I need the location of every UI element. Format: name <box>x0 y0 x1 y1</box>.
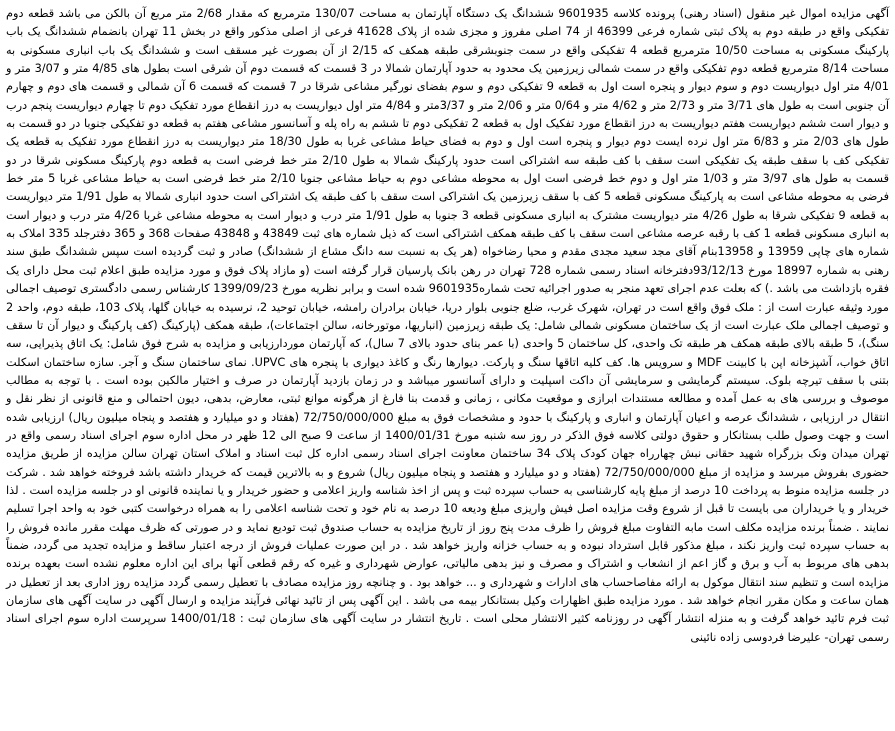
auction-notice-text: آگهی مزایده اموال غیر منقول (اسناد رهنی) پرونده کلاسه 9601935 ششدانگ یک دستگاه آپارتمان به مساحت 130/07 مترمربع که مقدار 2/68 متر مربع آن بالکن می باشد قطعه دوم تفکیکی واقع در طبقه دوم به پلاک ثبتی شماره فرعی 46399 از 74 اصلی مفروز و مجزی شده از پلاک 41628 فرعی از اصلی مذکور واقع در بخش 11 تهران بانضمام ششدانگ یک باب پارکینگ مسکونی به مساحت 10/50 مترمربع قطعه 4 تفکیکی واقع در سمت جنوبشرقی طبقه همکف که 2/15 از آن بصورت غیر مسقف است و ششدانگ یک باب انباری مسکونی به مساحت 8/14 مترمربع قطعه دوم تفکیکی واقع در سمت شمالی زیرزمین یک محدود به حدود آپارتمان شمالا در 3 قسمت که قسمت دوم آن شرقی است بطول های 4/85 متر و 3/07 متر و 4/01 متر اول دیواریست دوم و سوم دیوار و پنجره است اول به قطعه 9 تفکیکی دوم و سوم بفضای نورگیر مشاعی شرقا در 7 قسمت که قسمت 6 آن شمالی و قسمت های دوم و چهارم آن جنوبی است به طول های 3/71 متر و 2/73 متر و 4/62 متر و 0/64 متر و 2/06 متر و 3/37متر و 4/84 متر اول دیواریست به درز انقطاع مورد تفکیک دوم تا چهارم دیواریست پنجم درب و دیوار است ششم دیواریست هفتم دیواریست به درز انقطاع مورد تفکیک اول به قطعه 2 تفکیکی دوم تا ششم به راه پله و آسانسور مشاعی هفتم به قطعه دو تفکیکی جنوبا در دو قسمت به طول های 2/03 متر و 6/83 متر اول نرده ایست دوم دیوار و پنجره است اول و دوم به فضای حیاط مشاعی غربا به طول 18/30 متر دیواریست به درز انقطاع مورد تفکیک به قطعه یک تفکیکی کف با سقف طبقه یک تفکیکی است سقف با کف طبقه سه اشتراکی است حدود پارکینگ شمالا به طول 2/10 متر خط فرضی است به قطعه دوم پارکینگ مسکونی شرقا در دو قسمت به طول های 3/97 متر و 1/03 متر اول و دوم خط فرضی است اول به محوطه مشاعی دوم به حیاط مشاعی جنوبا 2/10 متر خط فرضی است به حیاط مشاعی غربا 5 متر خط فرضی به محوطه مشاعی است به پارکینگ مسکونی قطعه 5 کف با سقف زیرزمین یک اشتراکی است سقف با کف طبقه یک اشتراکی است حدود انباری شمالا به طول 1/91 متر دیواریست به قطعه 9 تفکیکی شرقا به طول 4/26 متر دیواریست مشترک به انباری مسکونی قطعه 3 جنوبا به طول 1/91 متر درب و دیوار است به محوطه مشاعی غربا 4/26 متر درب و دیوار است به انباری مسکونی قطعه 1 کف با رقبه عرصه مشاعی است سقف با کف طبقه همکف اشتراکی است که ذیل شماره های ثبت 43849 و 43848 صفحات 368 و 365 دفترجلد 335 املاک به شماره های چاپی 13959 و 13958بنام آقای مجد سعید مجدی مقدم و محیا رضاخواه (هر یک به نسبت سه دانگ مشاع از ششدانگ) صادر و ثبت گردیده است سپس ششدانگ طبق سند رهنی به شماره 18997 مورخ 93/12/13دفترخانه اسناد رسمی شماره 728 تهران در رهن بانک پارسیان قرار گرفته است (و مازاد پلاک فوق و مورد مزایده طبق اعلام ثبت محل دارای یک فقره بازداشت می باشد .) که بعلت عدم اجرای تعهد منجر به صدور اجرائیه تحت شماره9601935 شده است و برابر نظریه مورخ 1399/09/23 کارشناس رسمی دادگستری توصیف اجمالی مورد وثیقه عبارت است از : ملک فوق واقع است در تهران، شهرک غرب، ضلع جنوبی بلوار دریا، خیابان برادران رامشه، خیابان توحید 2، نرسیده به خیابان گلها، پلاک 103، طبقه دوم، واحد 2 و توصیف اجمالی ملک عبارت است از یک ساختمان مسکونی شمالی شامل: یک طبقه زیرزمین (انباریها، موتورخانه، سالن اجتماعات)، طبقه همکف (پارکینگ (کف پارکینگ و دیوار آن تا سقف سنگ)، 5 طبقه بالای طبقه همکف هر طبقه تک واحدی، کل ساختمان 5 واحدی (با عمر بنای حدود بالای 7 سال)، که آپارتمان موردارزیابی و مزایده به شرح فوق شامل: یک اتاق پذیرایی، سه اتاق خواب، آشپزخانه اپن با کابینت MDF و سرویس ها. کف کلیه اتاقها سنگ و پارکت. دیوارها رنگ و کاغذ دیواری با پنجره های UPVC. نمای ساختمان سنگ و آجر. سازه ساختمان اسکلت بتنی با سقف تیرچه بلوک. سیستم گرمایشی و سرمایشی آن داکت اسپلیت و دارای آسانسور میباشد و در زمان بازدید آپارتمان در صرف و اختیار مالکین بوده است . با توجه به مطالب موصوف و بررسی های به عمل آمده و مطالعه مستندات ابرازی و موقعیت مکانی ، زمانی و قدمت بنا فارغ از هرگونه موانع ثبتی، معارض، بدهی، دیون احتمالی و منع قانونی از نظر نقل و انتقال در ارزیابی ، ششدانگ عرصه و اعیان آپارتمان و انباری و پارکینگ با حدود و مشخصات فوق به مبلغ 72/750/000/000 (هفتاد و دو میلیارد و هفتصد و پنجاه میلیون ریال) ارزیابی شده است و جهت وصول طلب بستانکار و حقوق دولتی کلاسه فوق الذکر در روز سه شنبه مورخ 1400/01/31 از ساعت 9 صبح الی 12 ظهر در محل اداره سوم اجرای اسناد رسمی واقع در تهران میدان ونک بزرگراه شهید حقانی نبش چهارراه جهان کودک پلاک 34 ساختمان معاونت اجرای اسناد رسمی اداره کل ثبت اسناد و املاک استان تهران سالن مزایده از طریق مزایده حضوری بفروش میرسد و مزایده از مبلغ 72/750/000/000 (هفتاد و دو میلیارد و هفتصد و پنجاه میلیون ریال) شروع و به بالاترین قیمت که خریدار داشته باشد فروخته خواهد شد . شرکت در جلسه مزایده منوط به پرداخت 10 درصد از مبلغ پایه کارشناسی به حساب سپرده ثبت و پس از اخذ شناسه واریز اعلامی و حضور خریدار و یا نماینده قانونی او در جلسه مزایده است . لذا خریدار و یا خریداران می بایست تا قبل از شروع وقت مزایده اصل فیش واریزی مبلغ ودیعه 10 درصد به نام خود و تحت شناسه اعلامی را به همراه درخواست کتبی خود به واحد اجرا تسلیم نمایند . ضمناً برنده مزایده مکلف است مابه التفاوت مبلغ فروش را ظرف مدت پنج روز از تاریخ مزایده به حساب صندوق ثبت تودیع نماید و در صورتی که ظرف مهلت مقرر مانده فروش را به حساب سپرده ثبت واریز نکند ، مبلغ مذکور قابل استرداد نبوده و به حساب خزانه واریز خواهد شد . در این صورت عملیات فروش از درجه اعتبار ساقط و مزایده تجدید می گردد، ضمناً بدهی های مربوط به آب و برق و گاز اعم از انشعاب و اشتراک و مصرف و نیز بدهی مالیاتی، عوارض شهرداری و غیره که رقم قطعی آنها برای این اداره معلوم نشده است بعهده برنده مزایده است و تنظیم سند انتقال موکول به ارائه مفاصاحساب های ادارات و شهرداری و ... خواهد بود . و چنانچه روز مزایده مصادف با تعطیل رسمی گردد مزایده روز اداری بعد از تعطیل در همان ساعت و مکان مقرر انجام خواهد شد . مورد مزایده طبق اظهارات وکیل بستانکار بیمه می باشد . این آگهی پس از تائید نهائی فرآیند مزایده و ارسال آگهی در سایت آگهی های سازمان ثبت فرم تائید خواهد گرفت و به منزله انتشار آگهی در روزنامه کثیر الانتشار محلی است . تاریخ انتشار در سایت آگهی های سازمان ثبت : 1400/01/18 سرپرست اداره سوم اجرای اسناد رسمی تهران- علیرضا فردوسی زاده نائینی <box>6 7 890 644</box>
